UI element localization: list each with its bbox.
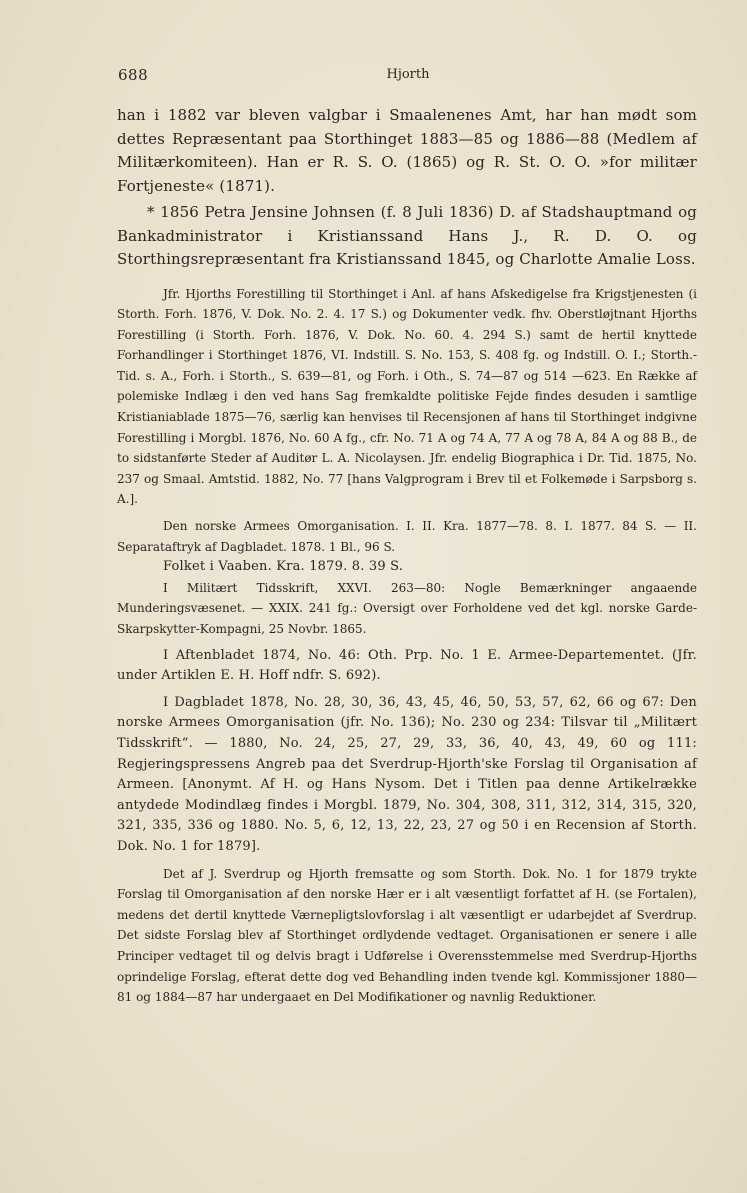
- running-head: Hjorth: [386, 67, 430, 82]
- note-publication: Den norske Armees Omorganisation. I. II. Kra. 1877—78. 8. I. 1877. 84 S. — II. Separataftryk af Dagbladet. 1878. 1 Bl., 96 S.: [117, 519, 697, 554]
- note-publication: Folket i Vaaben. Kra. 1879. 8. 39 S.: [163, 559, 404, 575]
- note-commentary: Det af J. Sverdrup og Hjorth fremsatte og som Storth. Dok. No. 1 for 1879 trykte Forslag til Omorganisation af den norske Hær er i alt væsentligt forfattet af H. (se Fortalen), medens det dertil knyttede Værnepligtslovforslag i alt væsentligt er udarbejdet af Sverdrup. Det sidste Forslag blev af Storthinget ordlydende vedtaget. Organisationen er senere i alle Principer vedtaget til og delvis bragt i Udførelse i Overensstemmelse med Sverdrup-Hjorths oprindelige Forslag, efterat dette dog ved Behandling inden tvende kgl. Kommissjoner 1880—81 og 1884—87 har undergaaet en Del Modifikationer og navnlig Reduktioner.: [117, 866, 697, 1005]
- page-content: [117, 104, 697, 1008]
- page-header: [118, 66, 698, 86]
- note-references: Jfr. Hjorths Forestilling til Storthinget i Anl. af hans Afskedigelse fra Krigstjenesten (i Storth. Forh. 1876, V. Dok. No. 2. 4. 17 S.) og Dokumenter vedk. fhv. Oberstløjtnant Hjorths Forestilling (i Storth. Forh. 1876, V. Dok. No. 60. 4. 294 S.) samt de hertil knyttede Forhandlinger i Storthinget 1876, VI. Indstill. S. No. 153, S. 408 fg. og Indstill. O. I.; Storth.-Tid. s. A., Forh. i Storth., S. 639—81, og Forh. i Oth., S. 74—87 og 514 —623. En Række af polemiske Indlæg i den ved hans Sag fremkaldte politiske Fejde findes desuden i samtlige Kristianiablade 1875—76, særlig kan henvises til Recensjonen af hans til Storthinget indgivne Forestilling i Morgbl. 1876, No. 60 A fg., cfr. No. 71 A og 74 A, 77 A og 78 A, 84 A og 88 B., de to sidstanførte Steder af Auditør L. A. Nicolaysen. Jfr. endelig Biographica i Dr. Tid. 1875, No. 237 og Smaal. Amtstid. 1882, No. 77 [hans Valgprogram i Brev til et Folkemøde i Sarpsborg s. A.].: [117, 286, 697, 507]
- page-number: 688: [118, 66, 149, 84]
- notes-section: [117, 284, 697, 1008]
- note-publication: I Dagbladet 1878, No. 28, 30, 36, 43, 45, 46, 50, 53, 57, 62, 66 og 67: Den norske Armees Omorganisation (jfr. No. 136); No. 230 og 234: Tilsvar til „Militært Tidsskrift“. — 1880, No. 24, 25, 27, 29, 33, 36, 40, 43, 49, 60 og 111: Regjeringspressens Angreb paa det Sverdrup-Hjorth'ske Forslag til Organisation af Armeen. [Anonymt. Af H. og Hans Nysom. Det i Titlen paa denne Artikelrække antydede Modindlæg findes i Morgbl. 1879, No. 304, 308, 311, 312, 314, 315, 320, 321, 335, 336 og 1880. No. 5, 6, 12, 13, 22, 23, 27 og 50 i en Recension af Storth. Dok. No. 1 for 1879].: [117, 694, 697, 854]
- marriage-paragraph: * 1856 Petra Jensine Johnsen (f. 8 Juli 1836) D. af Stadshauptmand og Bankadministrator i Kristianssand Hans J., R. D. O. og Storthingsrepræsentant fra Kristianssand 1845, og Charlotte Amalie Loss.: [117, 203, 697, 268]
- note-publication: I Aftenbladet 1874, No. 46: Oth. Prp. No. 1 E. Armee-Departementet. (Jfr. under Artiklen E. H. Hoff ndfr. S. 692).: [117, 647, 697, 684]
- body-paragraph: han i 1882 var bleven valgbar i Smaalenenes Amt, har han mødt som dettes Repræsentant paa Storthinget 1883—85 og 1886—88 (Medlem af Militærkomiteen). Han er R. S. O. (1865) og R. St. O. O. »for militær Fortjeneste« (1871).: [117, 106, 697, 195]
- note-publication: I Militært Tidsskrift, XXVI. 263—80: Nogle Bemærkninger angaaende Munderingsvæsenet. — XXIX. 241 fg.: Oversigt over Forholdene ved det kgl. norske Garde-Skarpskytter-Kompagni, 25 Novbr. 1865.: [117, 580, 697, 636]
